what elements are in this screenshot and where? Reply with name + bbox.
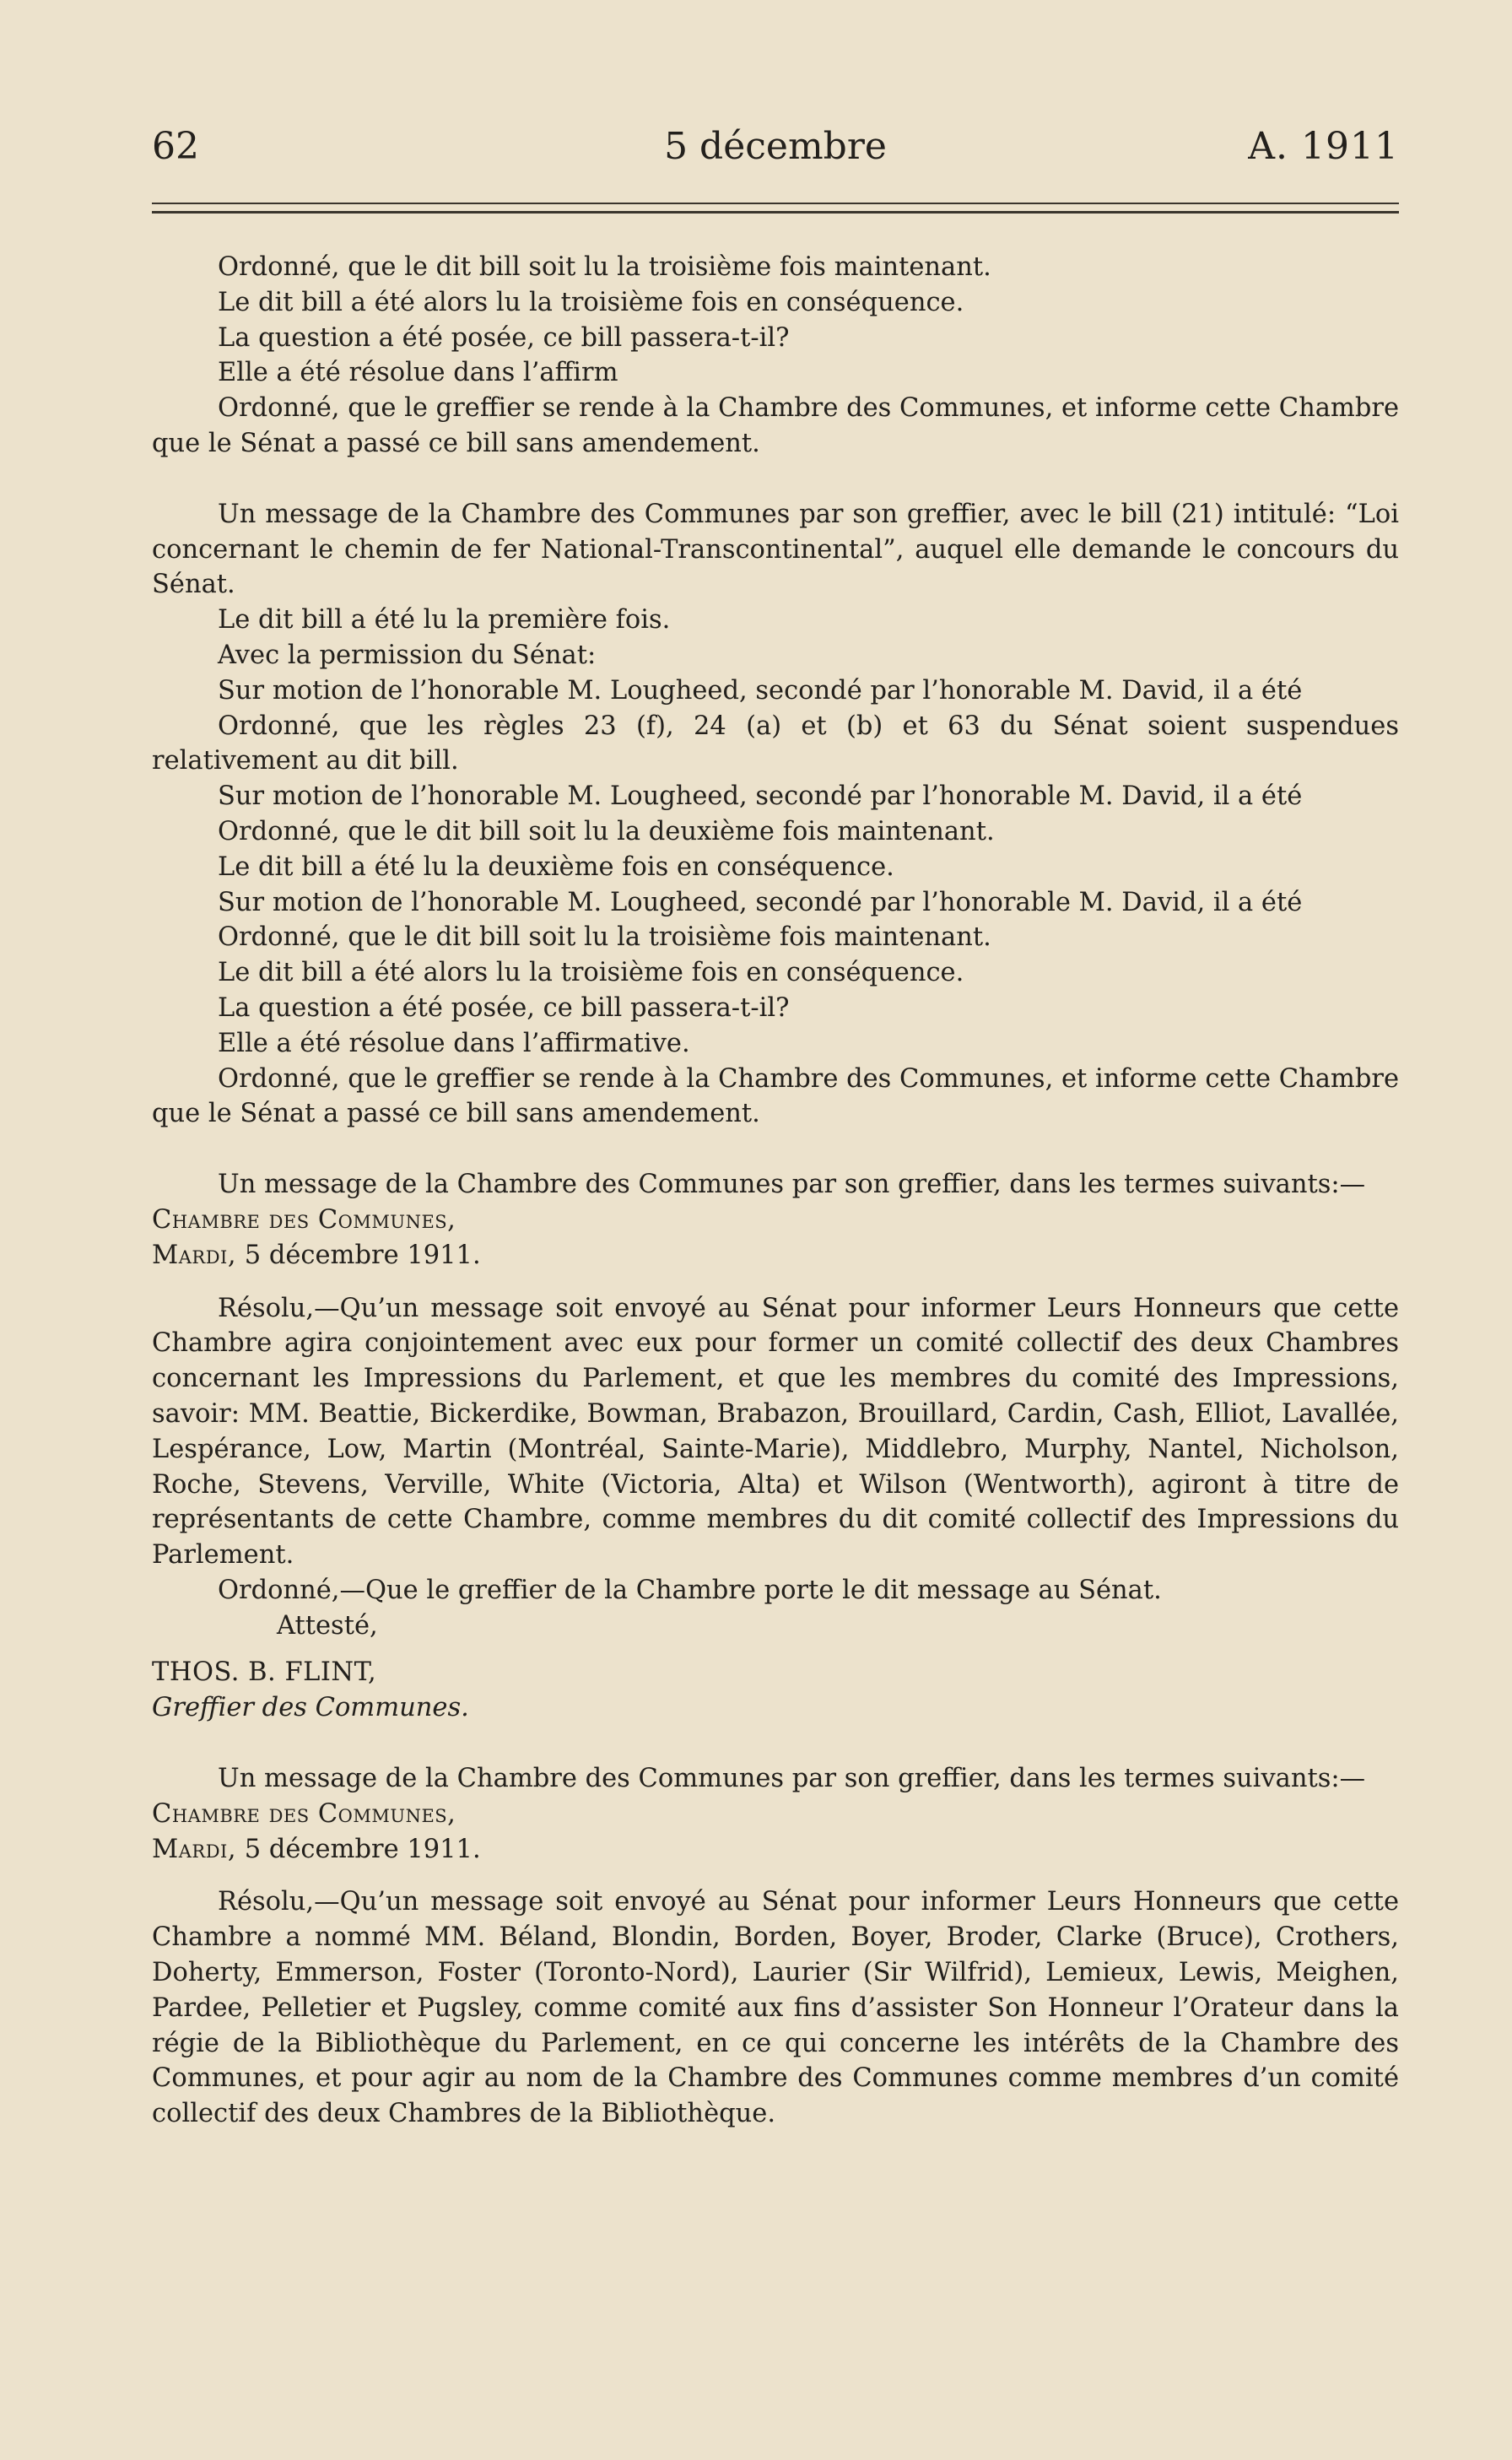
section-impressions-message [152, 1167, 1399, 1726]
message-intro: Un message de la Chambre des Communes par son greffier, dans les termes suivants:— [218, 1170, 1366, 1200]
header-year: A. 1911 [1248, 125, 1399, 168]
resolution: Résolu,—Qu’un message soit envoyé au Sénat pour informer Leurs Honneurs que cette Chambre agira conjointement avec eux pour former un comité collectif des deux Chambres concernant les Impressions du Parlement, et que les membres du comité des Impressions, savoir: MM. Beattie, Bickerdike, Bowman, Brabazon, Brouillard, Cardin, Cash, Elliot, Lavallée, Lespérance, Low, Martin (Montréal, Sainte-Marie), Middlebro, Murphy, Nantel, Nicholson, Roche, Stevens, Verville, White (Victoria, Alta) et Wilson (Wentworth), agiront à titre de représentants de cette Chambre, comme membres du dit comité collectif des Impressions du Parlement. [152, 1293, 1399, 1571]
header-rule-top [152, 203, 1399, 204]
order: Ordonné,—Que le greffier de la Chambre porte le dit message au Sénat. [218, 1575, 1162, 1605]
page-body [152, 250, 1399, 2132]
signature: THOS. B. FLINT, [152, 1657, 377, 1688]
header-date: 5 décembre [664, 125, 887, 168]
paragraph: Ordonné, que le dit bill soit lu la troisième fois maintenant. [218, 252, 991, 282]
resolution: Résolu,—Qu’un message soit envoyé au Sénat pour informer Leurs Honneurs que cette Chambre a nommé MM. Béland, Blondin, Borden, Boyer, Broder, Clarke (Bruce), Crothers, Doherty, Emmerson, Foster (Toronto-Nord), Laurier (Sir Wilfrid), Lemieux, Lewis, Meighen, Pardee, Pelletier et Pugsley, comme comité aux fins d’assister Son Honneur l’Orateur dans la régie de la Bibliothèque du Parlement, en ce qui concerne les intérêts de la Chambre des Communes, et pour agir au nom de la Chambre des Communes comme membres d’un comité collectif des deux Chambres de la Bibliothèque. [152, 1887, 1399, 2129]
paragraph: La question a été posée, ce bill passera-t-il? [218, 322, 790, 353]
attestation: Attesté, [277, 1610, 378, 1641]
paragraph: Sur motion de l’honorable M. Lougheed, secondé par l’honorable M. David, il a été [218, 887, 1303, 917]
paragraph: Ordonné, que les règles 23 (f), 24 (a) et (b) et 63 du Sénat soient suspendues relativement au dit bill. [152, 711, 1399, 776]
header-rule-bottom [152, 211, 1399, 214]
paragraph: Ordonné, que le dit bill soit lu la troisième fois maintenant. [218, 922, 991, 953]
message-date: 5 décembre 1911. [244, 1240, 481, 1270]
signature-role: Greffier des Communes. [152, 1693, 469, 1723]
page-header [152, 125, 1399, 176]
paragraph: Sur motion de l’honorable M. Lougheed, secondé par l’honorable M. David, il a été [218, 781, 1303, 812]
section-previous-bill [152, 250, 1399, 462]
message-intro: Un message de la Chambre des Communes par son greffier, avec le bill (21) intitulé: “Loi concernant le chemin de fer National-Transcontinental”, auquel elle demande le concours du Sénat. [152, 499, 1399, 600]
paragraph: La question a été posée, ce bill passera-t-il? [218, 992, 790, 1023]
paragraph: Ordonné, que le greffier se rende à la Chambre des Communes, et informe cette Chambre que le Sénat a passé ce bill sans amendement. [152, 1063, 1399, 1129]
paragraph: Ordonné, que le dit bill soit lu la deuxième fois maintenant. [218, 816, 995, 846]
section-bill-21 [152, 497, 1399, 1132]
paragraph: Avec la permission du Sénat: [218, 640, 597, 670]
message-intro: Un message de la Chambre des Communes par son greffier, dans les termes suivants:— [218, 1764, 1366, 1794]
section-library-message [152, 1761, 1399, 2132]
paragraph: Le dit bill a été lu la deuxième fois en conséquence. [218, 852, 894, 882]
paragraph: Ordonné, que le greffier se rende à la Chambre des Communes, et informe cette Chambre que le Sénat a passé ce bill sans amendement. [152, 393, 1399, 458]
paragraph: Sur motion de l’honorable M. Lougheed, secondé par l’honorable M. David, il a été [218, 675, 1303, 706]
paragraph: Elle a été résolue dans l’affirmative. [218, 1028, 690, 1058]
message-day: Mardi, [152, 1240, 237, 1270]
message-dateline [152, 1238, 1399, 1273]
page-number: 62 [152, 125, 199, 168]
message-dateline [152, 1832, 1399, 1868]
message-day: Mardi, [152, 1834, 237, 1864]
message-place: Chambre des Communes, [152, 1204, 456, 1235]
paragraph: Elle a été résolue dans l’affirm [218, 358, 618, 388]
paragraph: Le dit bill a été alors lu la troisième fois en conséquence. [218, 958, 964, 988]
paragraph: Le dit bill a été alors lu la troisième fois en conséquence. [218, 287, 964, 317]
paragraph: Le dit bill a été lu la première fois. [218, 605, 671, 635]
message-place: Chambre des Communes, [152, 1798, 456, 1829]
message-date: 5 décembre 1911. [244, 1834, 481, 1864]
